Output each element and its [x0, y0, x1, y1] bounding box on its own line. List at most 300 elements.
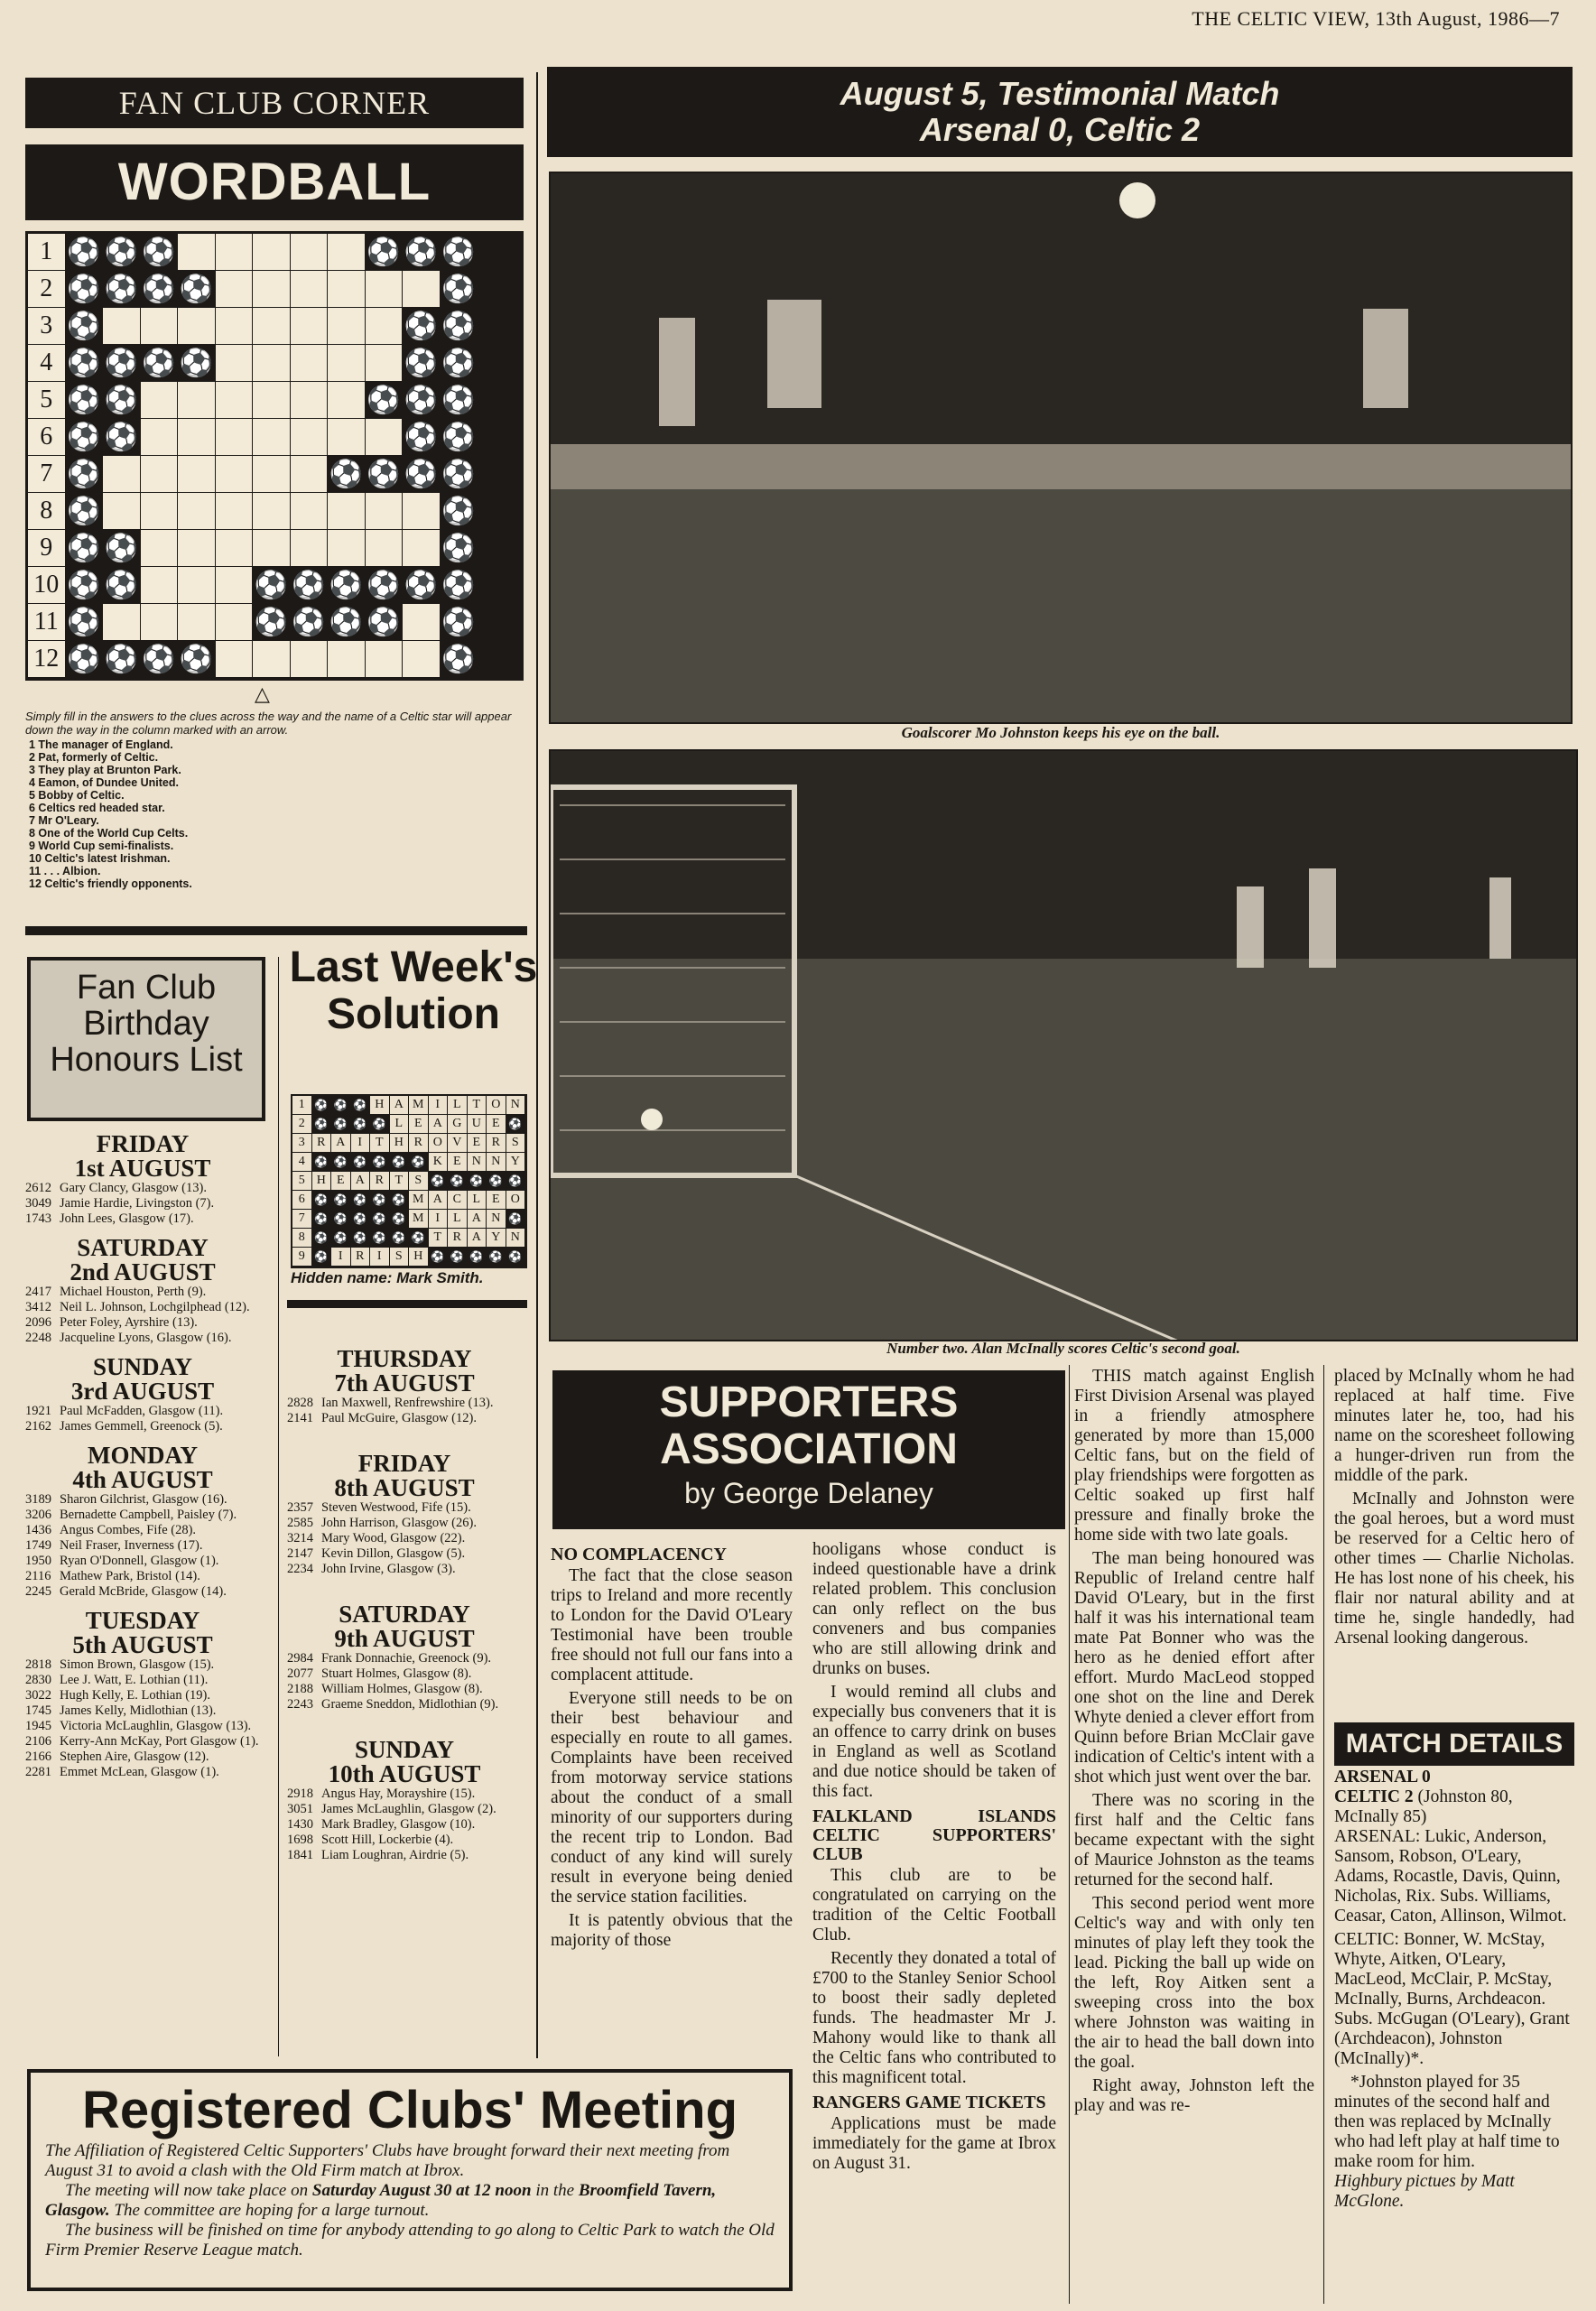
- solution-letter: R: [487, 1134, 506, 1153]
- row-number: 6: [28, 419, 66, 455]
- answer-cell[interactable]: [178, 308, 216, 344]
- member-name: Simon Brown, Glasgow (15).: [60, 1657, 215, 1672]
- football-icon: ⚽: [441, 567, 478, 603]
- day-date: 2nd AUGUST: [70, 1258, 216, 1285]
- answer-cell[interactable]: [366, 641, 404, 677]
- day-name: MONDAY: [87, 1442, 198, 1469]
- football-icon: ⚽: [103, 530, 141, 566]
- solution-letter: E: [331, 1172, 351, 1191]
- answer-cell[interactable]: [328, 271, 366, 307]
- football-icon: ⚽: [370, 1229, 390, 1248]
- birthday-entry: [287, 1651, 531, 1666]
- answer-cell[interactable]: [216, 456, 254, 492]
- birthday-entry: [25, 1523, 269, 1538]
- football-icon: ⚽: [441, 234, 478, 270]
- answer-cell[interactable]: [216, 419, 254, 455]
- answer-cell[interactable]: [253, 419, 291, 455]
- answer-cell[interactable]: [291, 456, 329, 492]
- answer-cell[interactable]: [291, 641, 329, 677]
- answer-cell[interactable]: [253, 456, 291, 492]
- sa-paragraph: Applications must be made immediately for the game at Ibrox on August 31.: [812, 2114, 1056, 2173]
- football-icon: ⚽: [441, 493, 478, 529]
- answer-cell[interactable]: [178, 530, 216, 566]
- birthday-list-right: [287, 1347, 533, 1889]
- birthday-entry: [25, 1404, 269, 1419]
- member-number: 3022: [25, 1688, 51, 1703]
- row-number: 3: [292, 1134, 312, 1153]
- registered-venue: Broomfield Tavern, Glasgow.: [45, 2181, 717, 2220]
- football-icon: ⚽: [141, 345, 179, 381]
- member-number: 2281: [25, 1765, 51, 1779]
- member-name: John Lees, Glasgow (17).: [60, 1211, 194, 1226]
- answer-cell[interactable]: [291, 234, 329, 270]
- member-name: Mary Wood, Glasgow (22).: [321, 1531, 466, 1545]
- birthday-entry: [25, 1300, 269, 1315]
- answer-cell[interactable]: [253, 641, 291, 677]
- football-icon: ⚽: [403, 308, 441, 344]
- birthday-day: [25, 1443, 271, 1600]
- football-icon: ⚽: [103, 234, 141, 270]
- football-icon: [641, 1109, 663, 1130]
- solution-letter: A: [390, 1096, 410, 1115]
- birthday-entry: [287, 1833, 531, 1848]
- sa-title-line1: SUPPORTERS: [659, 1378, 959, 1426]
- member-name: John Harrison, Glasgow (26).: [321, 1516, 477, 1530]
- answer-cell[interactable]: [216, 345, 254, 381]
- row-number: 3: [28, 308, 66, 344]
- clue: 9 World Cup semi-finalists.: [29, 840, 174, 852]
- answer-cell[interactable]: [216, 567, 254, 603]
- day-name: TUESDAY: [85, 1607, 200, 1634]
- answer-cell[interactable]: [328, 419, 366, 455]
- birthday-day: [287, 1452, 533, 1577]
- football-icon: ⚽: [331, 1229, 351, 1248]
- birthday-entry: [25, 1765, 269, 1780]
- answer-cell[interactable]: [403, 641, 441, 677]
- member-number: 1921: [25, 1404, 51, 1418]
- hidden-name: Hidden name: Mark Smith.: [291, 1269, 484, 1286]
- football-icon: ⚽: [351, 1096, 371, 1115]
- football-icon: ⚽: [441, 641, 478, 677]
- birthday-entry: [287, 1396, 531, 1411]
- solution-letter: L: [390, 1115, 410, 1134]
- member-number: 2188: [287, 1682, 313, 1696]
- answer-cell[interactable]: [366, 493, 404, 529]
- football-icon: ⚽: [506, 1210, 526, 1229]
- row-number: 4: [28, 345, 66, 381]
- day-name: SATURDAY: [339, 1601, 470, 1628]
- answer-cell[interactable]: [178, 604, 216, 640]
- clue: 1 The manager of England.: [29, 738, 173, 751]
- birthday-day: [287, 1738, 533, 1863]
- answer-cell[interactable]: [366, 345, 404, 381]
- answer-cell[interactable]: [291, 345, 329, 381]
- answer-cell[interactable]: [328, 234, 366, 270]
- answer-cell[interactable]: [403, 604, 441, 640]
- birthday-entry: [25, 1673, 269, 1688]
- solution-letter: A: [351, 1172, 371, 1191]
- sa-title-line2: ASSOCIATION: [660, 1425, 958, 1473]
- answer-cell[interactable]: [141, 456, 179, 492]
- football-icon: ⚽: [409, 1229, 429, 1248]
- football-icon: ⚽: [506, 1172, 526, 1191]
- answer-cell[interactable]: [328, 382, 366, 418]
- solution-letter: C: [448, 1191, 468, 1210]
- sa-paragraph: Everyone still needs to be on their best behaviour and especially en route to all games. Complaints have been received from motorway service stations about the conduct of a small minority of our supporters during the recent trip to London. Bad conduct of any kind will surely result in everyone being denied the service station facilities.: [551, 1689, 793, 1907]
- football-icon: ⚽: [403, 567, 441, 603]
- answer-cell[interactable]: [178, 456, 216, 492]
- football-icon: ⚽: [366, 382, 404, 418]
- solution-letter: G: [448, 1115, 468, 1134]
- photo-credit: Highbury pictues by Matt McGlone.: [1334, 2172, 1515, 2211]
- scorers: (Johnston 80, McInally 85): [1334, 1787, 1513, 1826]
- answer-cell[interactable]: [178, 382, 216, 418]
- day-date: 1st AUGUST: [74, 1155, 211, 1182]
- football-icon: ⚽: [370, 1115, 390, 1134]
- score-celtic-line: [1334, 1787, 1574, 1827]
- answer-cell[interactable]: [141, 419, 179, 455]
- answer-cell[interactable]: [328, 493, 366, 529]
- member-number: 1945: [25, 1719, 51, 1733]
- football-icon: ⚽: [66, 530, 104, 566]
- football-icon: ⚽: [66, 308, 104, 344]
- football-icon: ⚽: [370, 1210, 390, 1229]
- answer-cell[interactable]: [141, 308, 179, 344]
- answer-cell[interactable]: [216, 382, 254, 418]
- football-icon: ⚽: [328, 456, 366, 492]
- solution-letter: N: [487, 1210, 506, 1229]
- solution-letter: O: [506, 1191, 526, 1210]
- solution-letter: E: [468, 1134, 487, 1153]
- solution-letter: E: [448, 1153, 468, 1172]
- solution-letter: L: [448, 1096, 468, 1115]
- score-celtic: CELTIC 2: [1334, 1787, 1414, 1806]
- solution-row: [292, 1096, 525, 1115]
- football-icon: ⚽: [390, 1153, 410, 1172]
- grid-row: [28, 419, 521, 456]
- solution-letter: A: [429, 1115, 449, 1134]
- birthday-entry: [287, 1697, 531, 1712]
- answer-cell[interactable]: [403, 530, 441, 566]
- birthday-list-left: [25, 1132, 271, 1789]
- answer-cell[interactable]: [291, 382, 329, 418]
- row-number: 2: [28, 271, 66, 307]
- member-number: 2245: [25, 1584, 51, 1599]
- member-name: Ian Maxwell, Renfrewshire (13).: [321, 1396, 494, 1410]
- wordball-grid: [25, 231, 524, 681]
- football-icon: ⚽: [351, 1229, 371, 1248]
- sa-paragraph: It is patently obvious that the majority of those: [551, 1911, 793, 1950]
- football-icon: ⚽: [66, 456, 104, 492]
- answer-cell[interactable]: [328, 345, 366, 381]
- clue: 7 Mr O'Leary.: [29, 814, 99, 827]
- grid-row: [28, 604, 521, 641]
- football-icon: ⚽: [366, 234, 404, 270]
- birthday-entry: [25, 1749, 269, 1765]
- column-rule: [536, 72, 538, 2058]
- member-number: 2243: [287, 1697, 313, 1712]
- football-icon: ⚽: [312, 1191, 332, 1210]
- football-icon: ⚽: [103, 345, 141, 381]
- sa-heading-rangers-tickets: RANGERS GAME TICKETS: [812, 2093, 1046, 2112]
- day-name: SUNDAY: [354, 1736, 455, 1763]
- wordball-clues: [29, 738, 525, 890]
- answer-cell[interactable]: [103, 604, 141, 640]
- football-icon: ⚽: [103, 271, 141, 307]
- football-icon: ⚽: [441, 382, 478, 418]
- sa-paragraph: Recently they donated a total of £700 to the Stanley Senior School to boost their sadly depleted funds. The headmaster Mr J. Mahony would like to thank all the Celtic fans who contributed to this magnificent total.: [812, 1949, 1056, 2087]
- answer-cell[interactable]: [216, 234, 254, 270]
- answer-cell[interactable]: [328, 530, 366, 566]
- grid-row: [28, 456, 521, 493]
- report-paragraph: There was no scoring in the first half and the Celtic fans became expectant with the sight of Maurice Johnston as the teams returned for the second half.: [1074, 1791, 1314, 1889]
- football-icon: ⚽: [441, 604, 478, 640]
- football-icon: ⚽: [409, 1153, 429, 1172]
- match-report-column-1: [1074, 1367, 1314, 2120]
- football-icon: ⚽: [331, 1115, 351, 1134]
- clue: 8 One of the World Cup Celts.: [29, 827, 189, 840]
- report-paragraph: placed by McInally whom he had replaced at half time. Five minutes later he, too, had his name on the scoresheet following a hunger-driven run from the middle of the park.: [1334, 1367, 1574, 1485]
- registered-paragraph: The business will be finished on time for anybody attending to go along to Celtic Park to watch the Old Firm Premier Reserve League match.: [45, 2221, 775, 2260]
- member-name: Steven Westwood, Fife (15).: [321, 1500, 471, 1515]
- birthday-entry: [287, 1411, 531, 1426]
- answer-cell[interactable]: [253, 493, 291, 529]
- row-number: 5: [292, 1172, 312, 1191]
- answer-cell[interactable]: [328, 641, 366, 677]
- divider: [25, 926, 527, 935]
- answer-cell[interactable]: [141, 382, 179, 418]
- member-name: Hugh Kelly, E. Lothian (19).: [60, 1688, 210, 1703]
- answer-cell[interactable]: [291, 493, 329, 529]
- answer-cell[interactable]: [403, 493, 441, 529]
- match-report-column-2: [1334, 1367, 1574, 1652]
- member-number: 1743: [25, 1211, 51, 1226]
- answer-cell[interactable]: [141, 493, 179, 529]
- registered-text: in the: [531, 2181, 579, 2200]
- answer-cell[interactable]: [103, 456, 141, 492]
- birthday-entry: [25, 1508, 269, 1523]
- member-name: Victoria McLaughlin, Glasgow (13).: [60, 1719, 252, 1733]
- match-photo-johnston: [549, 172, 1573, 724]
- football-icon: [1119, 182, 1155, 218]
- solution-letter: T: [370, 1134, 390, 1153]
- answer-cell[interactable]: [178, 234, 216, 270]
- answer-cell[interactable]: [366, 308, 404, 344]
- row-number: 7: [292, 1210, 312, 1229]
- answer-cell[interactable]: [253, 271, 291, 307]
- grid-row: [28, 271, 521, 308]
- birthday-entry: [25, 1569, 269, 1584]
- member-number: 2612: [25, 1181, 51, 1195]
- solution-letter: T: [468, 1096, 487, 1115]
- solution-letter: I: [331, 1248, 351, 1267]
- football-icon: ⚽: [103, 567, 141, 603]
- member-number: 2417: [25, 1285, 51, 1299]
- solution-grid: [291, 1094, 527, 1268]
- solution-letter: M: [409, 1210, 429, 1229]
- member-number: 1430: [287, 1817, 313, 1832]
- member-name: Michael Houston, Perth (9).: [60, 1285, 207, 1299]
- football-icon: ⚽: [441, 308, 478, 344]
- solution-letter: S: [506, 1134, 526, 1153]
- day-date: 8th AUGUST: [334, 1474, 475, 1501]
- member-name: Angus Combes, Fife (28).: [60, 1523, 197, 1537]
- football-icon: ⚽: [66, 567, 104, 603]
- row-number: 10: [28, 567, 66, 603]
- football-icon: ⚽: [312, 1096, 332, 1115]
- member-number: 2116: [25, 1569, 51, 1583]
- football-icon: ⚽: [66, 493, 104, 529]
- solution-letter: I: [429, 1096, 449, 1115]
- grid-row: [28, 567, 521, 604]
- answer-cell[interactable]: [366, 530, 404, 566]
- member-number: 1950: [25, 1554, 51, 1568]
- solution-row: [292, 1153, 525, 1172]
- birthday-entry: [25, 1734, 269, 1749]
- football-icon: ⚽: [487, 1172, 506, 1191]
- clue: 10 Celtic's latest Irishman.: [29, 852, 171, 865]
- answer-cell[interactable]: [216, 530, 254, 566]
- answer-cell[interactable]: [291, 271, 329, 307]
- football-icon: ⚽: [312, 1248, 332, 1267]
- answer-cell[interactable]: [178, 493, 216, 529]
- report-paragraph: Right away, Johnston left the play and was re-: [1074, 2076, 1314, 2115]
- birthday-list-title: Fan Club Birthday Honours List: [27, 957, 265, 1121]
- birthday-entry: [25, 1688, 269, 1703]
- football-icon: ⚽: [103, 641, 141, 677]
- solution-letter: O: [487, 1096, 506, 1115]
- divider: [287, 1300, 527, 1308]
- row-number: 2: [292, 1115, 312, 1134]
- member-name: Jacqueline Lyons, Glasgow (16).: [60, 1331, 232, 1345]
- answer-cell[interactable]: [103, 308, 141, 344]
- day-name: SATURDAY: [77, 1234, 209, 1261]
- solution-letter: M: [409, 1191, 429, 1210]
- answer-cell[interactable]: [216, 308, 254, 344]
- answer-cell[interactable]: [366, 419, 404, 455]
- answer-cell[interactable]: [253, 382, 291, 418]
- clue: 6 Celtics red headed star.: [29, 802, 165, 814]
- answer-cell[interactable]: [291, 308, 329, 344]
- row-number: 8: [28, 493, 66, 529]
- member-number: 1841: [287, 1848, 313, 1862]
- answer-cell[interactable]: [141, 604, 179, 640]
- football-icon: ⚽: [291, 604, 329, 640]
- row-number: 9: [28, 530, 66, 566]
- celtic-lineup: CELTIC: Bonner, W. McStay, Whyte, Aitken, O'Leary, MacLeod, McClair, P. McStay, McInally, Burns, Archdeacon. Subs. McGugan (O'Leary), Grant (Archdeacon), Johnston (McInally)*.: [1334, 1930, 1570, 2068]
- solution-letter: S: [390, 1248, 410, 1267]
- fan-club-corner-title: FAN CLUB CORNER: [25, 78, 524, 128]
- solution-letter: Y: [506, 1153, 526, 1172]
- football-icon: ⚽: [141, 234, 179, 270]
- photo-caption-2: Number two. Alan McInally scores Celtic's second goal.: [886, 1340, 1240, 1357]
- solution-letter: T: [429, 1229, 449, 1248]
- solution-letter: A: [429, 1191, 449, 1210]
- solution-letter: S: [409, 1172, 429, 1191]
- registered-clubs-title: Registered Clubs' Meeting: [81, 2081, 738, 2139]
- row-number: 8: [292, 1229, 312, 1248]
- member-name: Emmet McLean, Glasgow (1).: [60, 1765, 219, 1779]
- football-icon: ⚽: [331, 1191, 351, 1210]
- registered-paragraph: [45, 2181, 775, 2221]
- solution-row: [292, 1172, 525, 1191]
- member-name: Kevin Dillon, Glasgow (5).: [321, 1546, 466, 1561]
- row-number: 4: [292, 1153, 312, 1172]
- answer-cell[interactable]: [178, 567, 216, 603]
- answer-cell[interactable]: [291, 530, 329, 566]
- birthday-entry: [25, 1419, 269, 1434]
- day-date: 3rd AUGUST: [70, 1378, 215, 1405]
- answer-cell[interactable]: [216, 493, 254, 529]
- football-icon: ⚽: [141, 641, 179, 677]
- football-icon: ⚽: [312, 1153, 332, 1172]
- answer-cell[interactable]: [103, 493, 141, 529]
- member-number: 3051: [287, 1802, 313, 1816]
- answer-cell[interactable]: [216, 604, 254, 640]
- football-icon: ⚽: [429, 1172, 449, 1191]
- last-week-solution-title: Last Week's Solution: [289, 943, 538, 1038]
- football-icon: ⚽: [312, 1115, 332, 1134]
- report-paragraph: THIS match against English First Division Arsenal was played in a friendly atmosphere generated by more than 15,000 Celtic fans, but on the field of play friendships were forgotten as Celtic soaked up first half pressure and finally broke the home side with two late goals.: [1074, 1367, 1314, 1545]
- football-icon: ⚽: [328, 604, 366, 640]
- answer-cell[interactable]: [291, 419, 329, 455]
- solution-letter: V: [448, 1134, 468, 1153]
- day-date: 4th AUGUST: [72, 1466, 213, 1493]
- answer-cell[interactable]: [253, 308, 291, 344]
- answer-cell[interactable]: [253, 530, 291, 566]
- solution-letter: R: [370, 1172, 390, 1191]
- sa-heading-falklands: FALKLAND ISLANDS CELTIC SUPPORTERS' CLUB: [812, 1806, 1056, 1864]
- answer-cell[interactable]: [216, 271, 254, 307]
- column-rule: [278, 957, 279, 2056]
- member-name: Mathew Park, Bristol (14).: [60, 1569, 200, 1583]
- solution-letter: I: [370, 1248, 390, 1267]
- birthday-day: [25, 1355, 271, 1434]
- solution-letter: Y: [487, 1229, 506, 1248]
- registered-paragraph: The Affiliation of Registered Celtic Supporters' Clubs have brought forward their next meeting from August 31 to avoid a clash with the Old Firm match at Ibrox.: [45, 2141, 730, 2180]
- member-name: Bernadette Campbell, Paisley (7).: [60, 1508, 237, 1522]
- solution-row: [292, 1115, 525, 1134]
- match-headline: [547, 67, 1573, 157]
- member-name: Stuart Holmes, Glasgow (8).: [321, 1666, 472, 1681]
- answer-cell[interactable]: [253, 345, 291, 381]
- answer-cell[interactable]: [253, 234, 291, 270]
- member-name: Kerry-Ann McKay, Port Glasgow (1).: [60, 1734, 259, 1749]
- football-icon: ⚽: [441, 271, 478, 307]
- solution-letter: L: [468, 1191, 487, 1210]
- answer-cell[interactable]: [328, 308, 366, 344]
- answer-cell[interactable]: [178, 419, 216, 455]
- answer-cell[interactable]: [403, 271, 441, 307]
- football-icon: ⚽: [506, 1248, 526, 1267]
- answer-cell[interactable]: [216, 641, 254, 677]
- solution-letter: A: [331, 1134, 351, 1153]
- football-icon: ⚽: [331, 1096, 351, 1115]
- member-name: Neil Fraser, Inverness (17).: [60, 1538, 203, 1553]
- clue: 4 Eamon, of Dundee United.: [29, 776, 179, 789]
- member-number: 3214: [287, 1531, 313, 1545]
- column-rule: [1069, 1365, 1070, 2304]
- answer-cell[interactable]: [141, 567, 179, 603]
- answer-cell[interactable]: [366, 271, 404, 307]
- solution-letter: I: [351, 1134, 371, 1153]
- answer-cell[interactable]: [141, 530, 179, 566]
- solution-letter: M: [409, 1096, 429, 1115]
- day-date: 9th AUGUST: [334, 1625, 475, 1652]
- member-number: 2585: [287, 1516, 313, 1530]
- solution-letter: R: [351, 1248, 371, 1267]
- birthday-entry: [25, 1285, 269, 1300]
